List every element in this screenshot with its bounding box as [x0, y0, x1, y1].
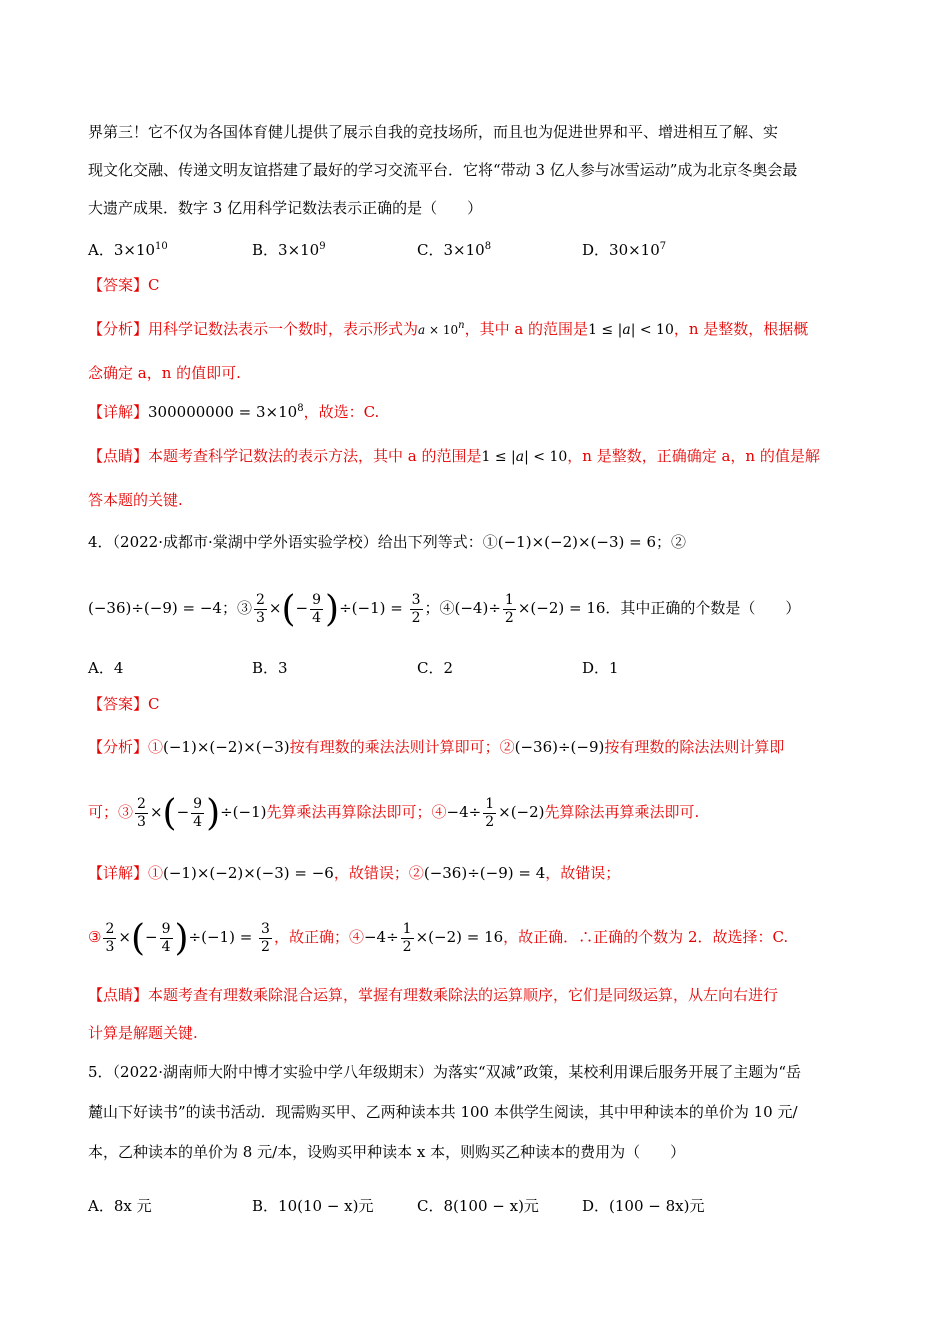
q4-detail-line-2: ③ $\frac{2}{3}$ ×(− $\frac{9}{4}$ )÷(−1) = $\frac{3}{2}$ ，故正确；④−4÷ $\frac{1}{2}$ ×(−2) = 16，故正确．∴正确的个数为 2．故选择：C. — [88, 918, 789, 959]
q4-option-d: D．1 — [582, 659, 619, 677]
q4-stem-line-2: (−36)÷(−9) = −4；③ $\frac{2}{3}$ ×(− $\frac{9}{4}$ )÷(−1) = $\frac{3}{2}$ ；④(−4)÷ $\frac{1}{2}$ ×(−2) = 16．其中正确的个数是（ ） — [88, 589, 801, 630]
q4-option-b: B．3 — [252, 659, 288, 677]
q5-option-c: C．8(100 − x)元 — [417, 1197, 539, 1215]
q3-text-line-1: 界第三！它不仅为各国体育健儿提供了展示自我的竞技场所，而且也为促进世界和平、增进相互了解、实 — [88, 123, 779, 141]
q3-analysis-line-2: 念确定 a，n 的值即可. — [88, 364, 241, 382]
q3-option-a: A．$3\times 10^{10}$ — [88, 241, 168, 259]
q4-analysis-line-2: 可；③ $\frac{2}{3}$ ×(− $\frac{9}{4}$ )÷(−1)先算乘法再算除法即可；④−4÷ $\frac{1}{2}$ ×(−2)先算除法再算乘法即可. — [88, 793, 700, 834]
q4-analysis-line-1: 【分析】①(−1)×(−2)×(−3)按有理数的乘法法则计算即可；②(−36)÷(−9)按有理数的除法法则计算即 — [88, 738, 785, 756]
q4-stem-line-1: 4．（2022·成都市·棠湖中学外语实验学校）给出下列等式：①(−1)×(−2)×(−3) = 6；② — [88, 533, 687, 551]
q3-option-c: C．$3\times 10^8$ — [417, 241, 492, 259]
q5-option-b: B．10(10 − x)元 — [252, 1197, 374, 1215]
q5-stem-line-3: 本，乙种读本的单价为 8 元/本，设购买甲种读本 x 本，则购买乙种读本的费用为（ ） — [88, 1143, 686, 1161]
q3-option-d: D．$30\times 10^7$ — [582, 241, 667, 259]
q3-option-b: B．$3\times 10^9$ — [252, 241, 326, 259]
q4-detail-line-1: 【详解】①(−1)×(−2)×(−3) = −6，故错误；②(−36)÷(−9) = 4，故错误； — [88, 864, 621, 882]
q3-comment-line-1: 【点睛】本题考查科学记数法的表示方法，其中 a 的范围是1 ≤ |a| < 10，n 是整数，正确确定 a，n 的值是解 — [88, 447, 820, 465]
q3-text-line-3: 大遗产成果．数字 3 亿用科学记数法表示正确的是（ ） — [88, 199, 483, 217]
q4-option-a: A．4 — [88, 659, 124, 677]
q5-option-a: A．8x 元 — [88, 1197, 152, 1215]
q3-detail: 【详解】$300000000 = 3\times 10^8$，故选：C. — [88, 403, 380, 421]
q4-comment-line-2: 计算是解题关键. — [88, 1024, 198, 1042]
q5-stem-line-1: 5．（2022·湖南师大附中博才实验中学八年级期末）为落实“双减”政策，某校利用课后服务开展了主题为“岳 — [88, 1063, 801, 1081]
q3-comment-line-2: 答本题的关键. — [88, 491, 183, 509]
q4-option-c: C．2 — [417, 659, 454, 677]
q3-answer: 【答案】C — [88, 276, 160, 294]
q4-comment-line-1: 【点睛】本题考查有理数乘除混合运算，掌握有理数乘除法的运算顺序，它们是同级运算，从左向右进行 — [88, 986, 779, 1004]
q3-text-line-2: 现文化交融、传递文明友谊搭建了最好的学习交流平台．它将“带动 3 亿人参与冰雪运动”成为北京冬奥会最 — [88, 161, 798, 179]
q5-stem-line-2: 麓山下好读书”的读书活动．现需购买甲、乙两种读本共 100 本供学生阅读，其中甲种读本的单价为 10 元/ — [88, 1103, 798, 1121]
q5-option-d: D．(100 − 8x)元 — [582, 1197, 705, 1215]
q4-answer: 【答案】C — [88, 695, 160, 713]
q3-analysis-line-1: 【分析】用科学记数法表示一个数时，表示形式为$a \times 10^n$，其中 a 的范围是1 ≤ |a| < 10，n 是整数，根据概 — [88, 320, 809, 338]
